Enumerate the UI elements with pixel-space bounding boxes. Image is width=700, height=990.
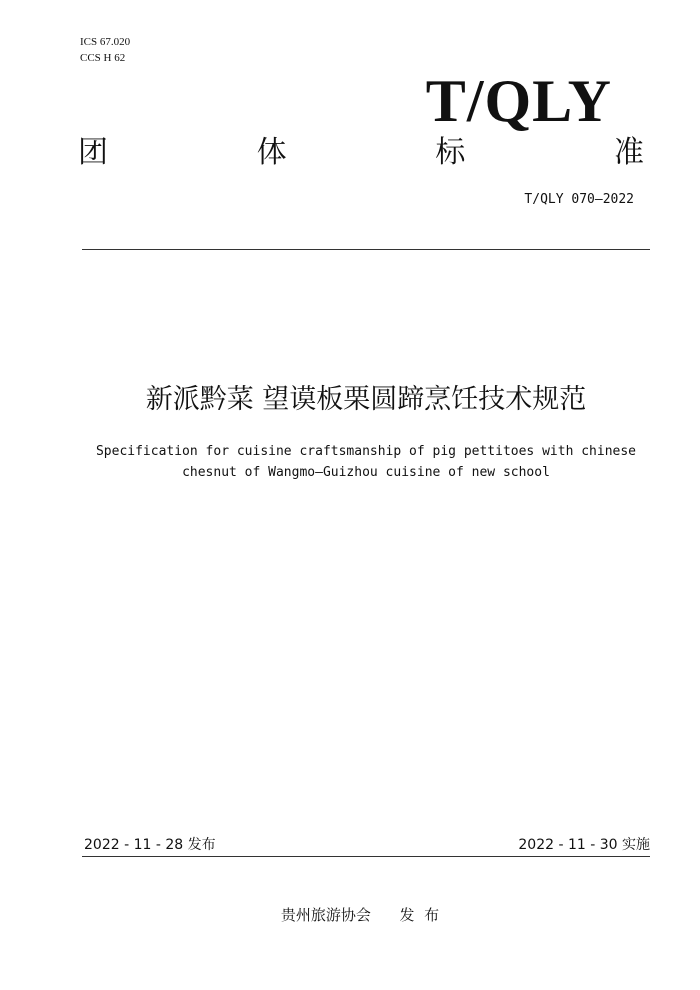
standard-type-char: 标 xyxy=(435,135,466,170)
classification-codes xyxy=(80,34,130,66)
issuing-organization: 贵州旅游协会 发 布 xyxy=(280,906,440,924)
english-title-line: chesnut of Wangmo—Guizhou cuisine of new school xyxy=(182,465,550,480)
effective-date: 2022 - 11 - 30 实施 xyxy=(518,837,650,853)
publish-date: 2022 - 11 - 28 发布 xyxy=(84,837,216,853)
chinese-title: 新派黔菜 望谟板栗圆蹄烹饪技术规范 xyxy=(145,384,587,415)
standard-type-char: 准 xyxy=(613,135,644,170)
ccs-code: CCS H 62 xyxy=(80,52,126,64)
ics-code: ICS 67.020 xyxy=(80,36,131,48)
bottom-divider xyxy=(82,856,650,857)
top-divider xyxy=(82,249,650,250)
standard-type-char: 团 xyxy=(78,135,108,170)
standard-type-char: 体 xyxy=(256,135,287,170)
standard-type-heading xyxy=(78,134,644,172)
english-title-line: Specification for cuisine craftsmanship of pig pettitoes with chinese xyxy=(95,444,637,459)
english-title xyxy=(70,441,662,483)
standard-logo: T/QLY xyxy=(425,68,612,134)
standard-number: T/QLY 070—2022 xyxy=(524,192,634,207)
